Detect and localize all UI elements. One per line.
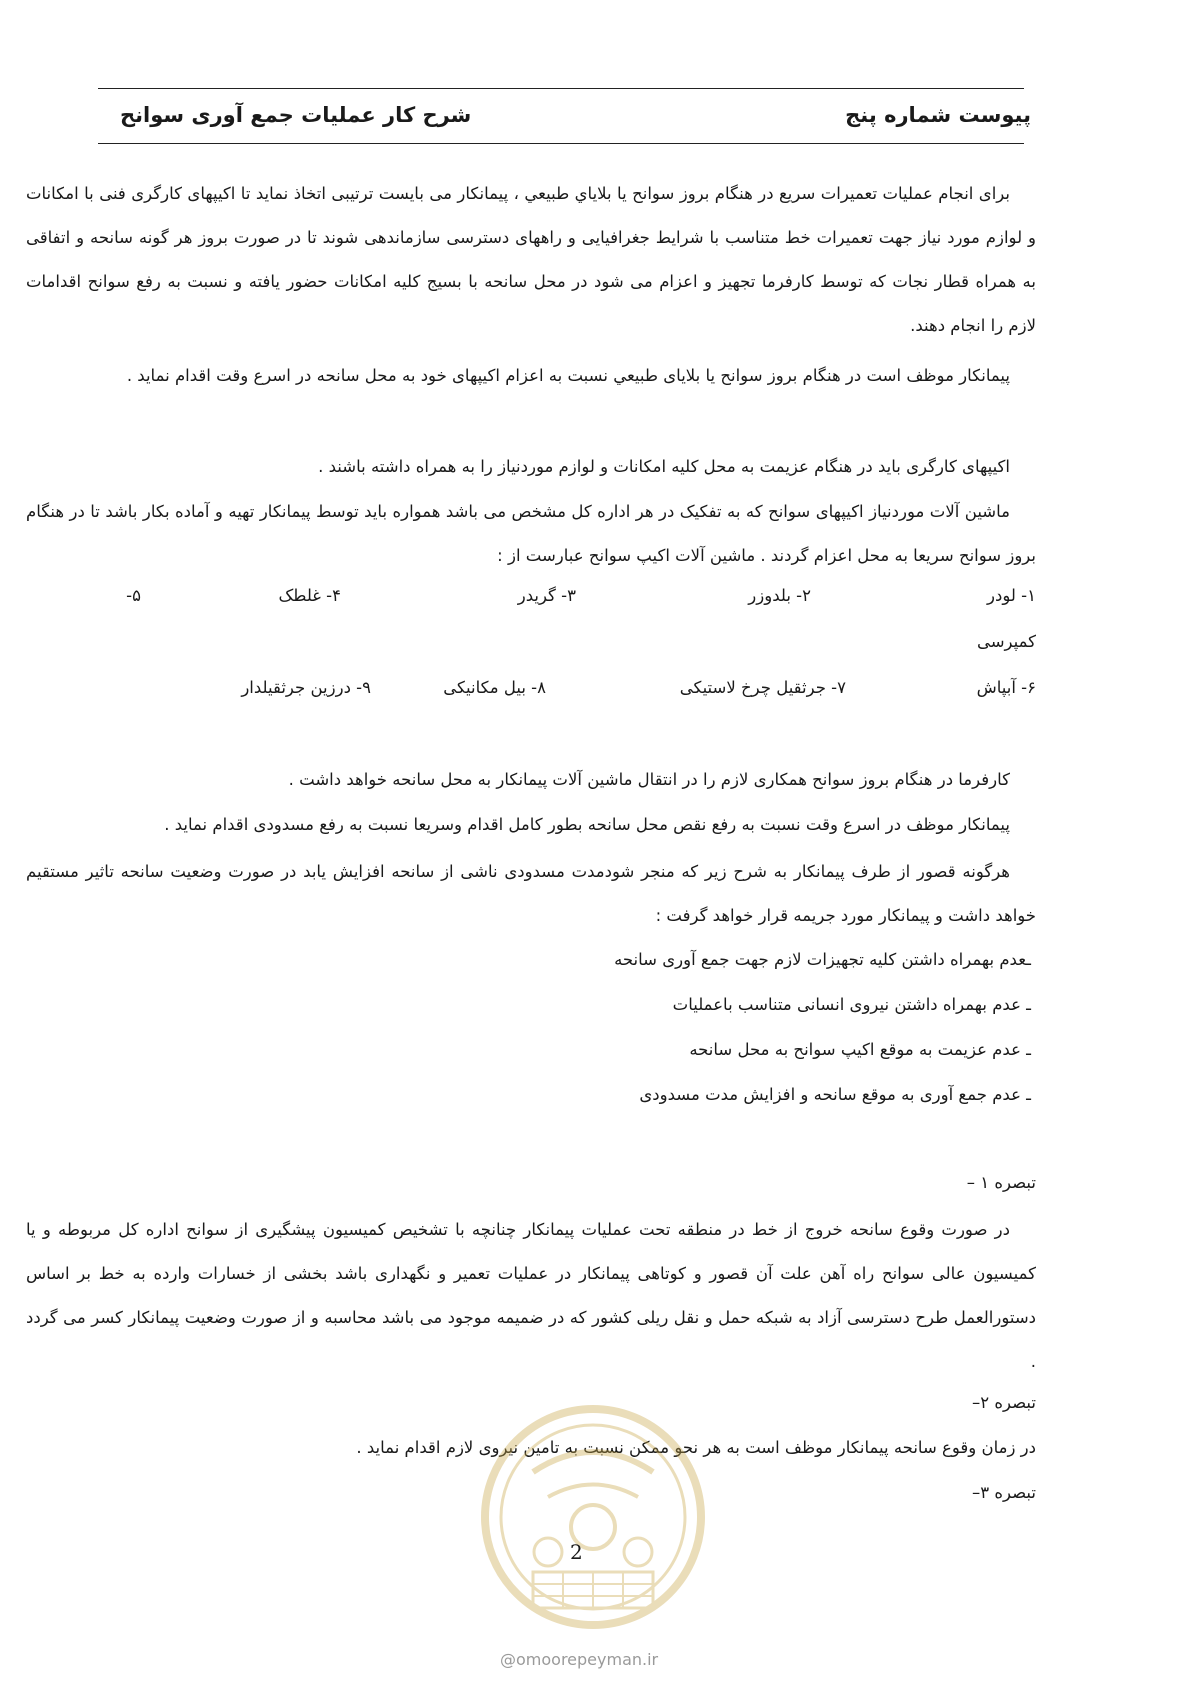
list-item: ـ عدم بهمراه داشتن نیروی انسانی متناسب باعملیات	[672, 995, 1031, 1014]
paragraph-4: ماشین آلات موردنیاز اکیپهای سوانح که به تفکیک در هر اداره کل مشخص می باشد همواره باید توسط پیمانکار تهیه و آماده بکار باشد تا در هنگام بروز سوانح سریعا به محل اعزام گردند . ماشین آلات اکیپ سوانح عبارست از :	[26, 502, 1036, 565]
machine-item: ۶- آبپاش	[976, 678, 1036, 697]
machine-item: ۹- درزین جرثقیلدار	[241, 678, 371, 697]
paragraph-6: پیمانکار موظف در اسرع وقت نسبت به رفع نقص محل سانحه بطور کامل اقدام وسریعا نسبت به رفع مسدودی اقدام نماید .	[164, 815, 1010, 834]
machine-item: ۱- لودر	[987, 586, 1036, 605]
list-item: ـ عدم عزیمت به موقع اکیپ سوانح به محل سانحه	[689, 1040, 1031, 1059]
page-number: 2	[570, 1540, 583, 1564]
header-right-title: پیوست شماره پنج	[845, 103, 1031, 127]
seal-watermark-logo	[478, 1402, 708, 1632]
paragraph-7: هرگونه قصور از طرف پیمانکار به شرح زیر که منجر شودمدت مسدودی ناشی از سانحه افزایش یابد در صورت وضعیت سانحه تاثیر مستقیم خواهد داشت و پیمانکار مورد جریمه قرار خواهد گرفت :	[26, 862, 1036, 925]
watermark-text: @omoorepeyman.ir	[500, 1650, 659, 1669]
header-top-rule	[98, 88, 1024, 89]
header-bottom-rule	[98, 143, 1024, 144]
header-left-title: شرح کار عملیات جمع آوری سوانح	[120, 103, 472, 127]
note-3-title: تبصره ۳–	[972, 1483, 1036, 1502]
note-1-title: تبصره ۱ –	[966, 1173, 1036, 1192]
list-item: ـ عدم جمع آوری به موقع سانحه و افزایش مدت مسدودی	[639, 1085, 1031, 1104]
machine-item: ۷- جرثقیل چرخ لاستیکی	[679, 678, 846, 697]
machine-item: ۲- بلدوزر	[748, 586, 811, 605]
machine-item: ۴- غلطک	[278, 586, 341, 605]
paragraph-1: برای انجام عملیات تعمیرات سریع در هنگام بروز سوانح یا بلاياي طبيعي ، پیمانکار می بایست ترتیبی اتخاذ نماید تا اکیپهای کارگری فنی با امکانات و لوازم مورد نیاز جهت تعمیرات خط متناسب با شرایط جغرافیایی و راههای دسترسی سازماندهی شوند تا در صورت بروز هر گونه سانحه و اتفاقی به همراه قطار نجات که توسط کارفرما تجهیز و اعزام می شود در محل سانحه با بسیج کلیه امکانات حضور یافته و نسبت به رفع سوانح اقدامات لازم را انجام دهند.	[26, 184, 1036, 335]
note-1-text: در صورت وقوع سانحه خروج از خط در منطقه تحت عملیات پیمانکار چنانچه با تشخیص کمیسیون پیشگیری از سوانح اداره کل مربوطه و یا کمیسیون عالی سوانح راه آهن علت آن قصور و کوتاهی پیمانکار در عملیات تعمیر و نگهداری باشد بخشی از خسارات وارده به خط بر اساس دستورالعمل طرح دسترسی آزاد به شبکه حمل و نقل ریلی کشور که در ضمیمه موجود می باشد محاسبه و از صورت وضعیت پیمانکار کسر می گردد .	[26, 1220, 1036, 1371]
machine-item: ۳- گریدر	[517, 586, 576, 605]
note-2-title: تبصره ۲–	[972, 1393, 1036, 1412]
machine-item-tail: کمپرسی	[976, 632, 1036, 651]
machine-item: ۵-	[126, 586, 141, 605]
paragraph-5: کارفرما در هنگام بروز سوانح همکاری لازم را در انتقال ماشین آلات پیمانکار به محل سانحه خواهد داشت .	[288, 770, 1010, 789]
paragraph-2: پیمانکار موظف است در هنگام بروز سوانح یا بلايای طبيعي نسبت به اعزام اکیپهای خود به محل سانحه در اسرع وقت اقدام نماید .	[126, 366, 1010, 385]
machine-item: ۸- بیل مکانیکی	[443, 678, 546, 697]
note-2-text: در زمان وقوع سانحه پیمانکار موظف است به هر نحو ممکن نسبت به تامین نیروی لازم اقدام نماید .	[356, 1438, 1036, 1457]
list-item: ـعدم بهمراه داشتن کلیه تجهیزات لازم جهت جمع آوری سانحه	[614, 950, 1031, 969]
paragraph-3: اکیپهای کارگری باید در هنگام عزیمت به محل کلیه امکانات و لوازم موردنیاز را به همراه داشته باشند .	[318, 457, 1010, 476]
